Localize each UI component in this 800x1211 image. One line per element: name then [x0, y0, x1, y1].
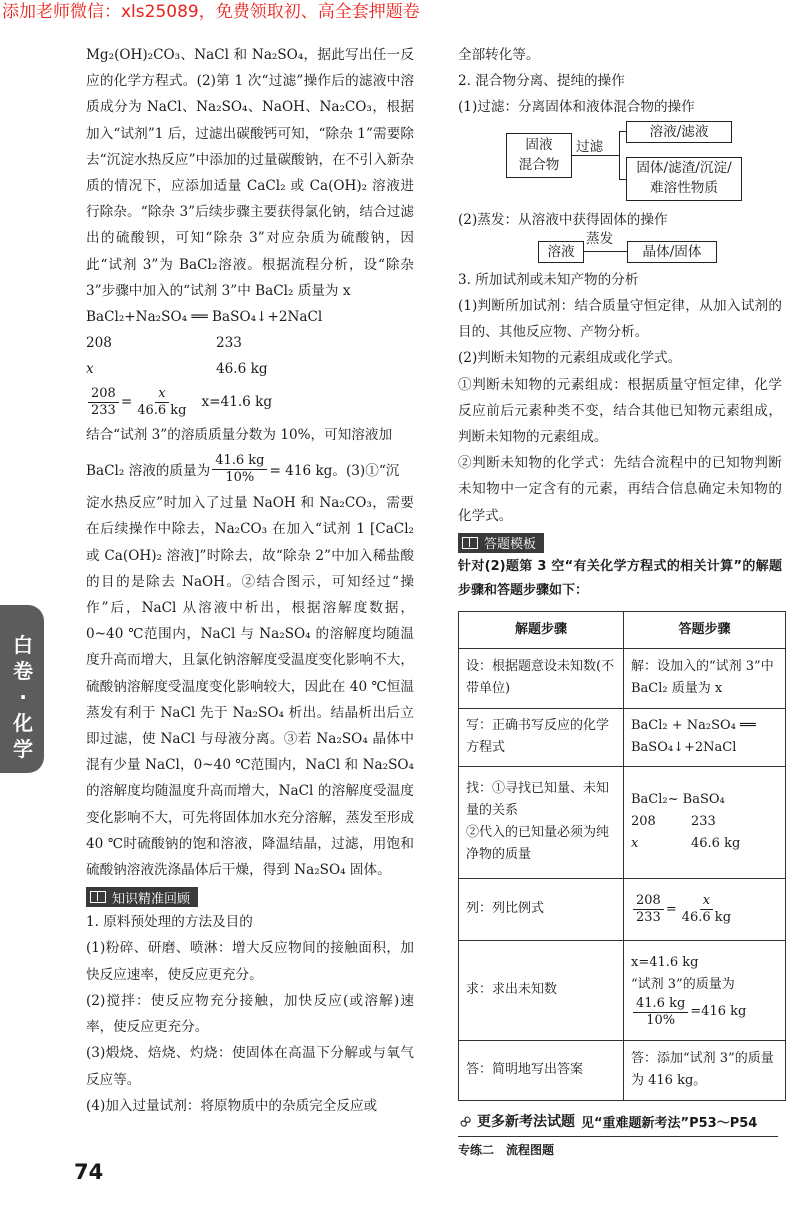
- book-icon: [90, 891, 106, 903]
- table-row: [459, 940, 786, 1040]
- table-cell: 设：根据题意设未知数(不带单位): [459, 648, 624, 708]
- more-questions-link[interactable]: ∞ 更多新考法试题 见“重难题新考法”P53～P54: [452, 1108, 758, 1135]
- template-header: 答题模板: [458, 533, 544, 553]
- flow-source-box: 固液 混合物: [506, 133, 572, 178]
- table-cell: 写：正确书写反应的化学方程式: [459, 708, 624, 766]
- explanation-paragraph-2: 结合“试剂 3”的溶质质量分数为 10%，可知溶液加: [86, 427, 393, 444]
- evap-arrow: [583, 251, 627, 252]
- table-cell: 答：简明地写出答案: [459, 1040, 624, 1100]
- table-cell: 求：求出未知数: [459, 940, 624, 1040]
- template-intro: 针对(2)题第 3 空“有关化学方程式的相关计算”的解题步骤和答题步骤如下：: [458, 558, 782, 598]
- review-item-5: (4)加入过量试剂：将原物质中的杂质完全反应或: [86, 1097, 378, 1114]
- left-column: [86, 42, 414, 1119]
- table-row: [459, 878, 786, 940]
- analysis-3: ①判断未知物的元素组成：根据质量守恒定律，化学反应前后元素种类不变，结合其他已知物元素组成，判断未知物的元素组成。: [458, 376, 782, 446]
- flow-line: [571, 155, 619, 156]
- section-label: 专练二 流程图题: [458, 1136, 778, 1158]
- side-tab-label: 白卷·化学: [13, 633, 33, 761]
- link-icon: ∞: [452, 1108, 479, 1135]
- table-header-answer: 答题步骤: [624, 611, 786, 648]
- table-cell: BaCl₂ + Na₂SO₄ ══ BaSO₄↓+2NaCl: [624, 708, 786, 766]
- table-cell: 答：添加“试剂 3”的质量为 416 kg。: [624, 1040, 786, 1100]
- analysis-2: (2)判断未知物的元素组成或化学式。: [458, 350, 682, 367]
- filtration-diagram: [458, 121, 782, 201]
- proportion-line: $\frac{208}{233}$ = $\frac{x}{46.6 kg}$ x=41.6 kg: [86, 382, 414, 422]
- answer-steps-table: [458, 611, 786, 1101]
- filtration-title: (1)过滤：分离固体和液体混合物的操作: [458, 99, 695, 116]
- evap-op-label: 蒸发: [586, 230, 614, 247]
- table-row: [459, 766, 786, 878]
- explanation-paragraph-3: 淀水热反应”时加入了过量 NaOH 和 Na₂CO₃，需要在后续操作中除去，Na₂CO₃ 在加入“试剂 1 [CaCl₂ 或 Ca(OH)₂ 溶液]”时除去，故“除杂 2”中加入稀盐酸的目的是除去 NaOH。②结合图示，可知经过“操作”后，NaCl 从溶液中析出，根据溶解度数据，0~40 ℃范围内，NaCl 与 Na₂SO₄ 的溶解度均随温度升高而增大，且氯化钠溶解度受温度变化影响不大，硫酸钠溶解度受温度变化影响较大，因此在 40 ℃恒温蒸发有利于 NaCl 先于 Na₂SO₄ 析出。结晶析出后立即过滤，使 NaCl 与母液分离。③若 Na₂SO₄ 晶体中混有少量 NaCl，0~40 ℃范围内，NaCl 和 Na₂SO₄ 的溶解度均随温度升高而增大，NaCl 的溶解度受温度变化影响不大，可先将固体加水充分溶解，蒸发至形成 40 ℃时硫酸钠的饱和溶液，降温结晶，过滤，用饱和硫酸钠溶液洗涤晶体后干燥，得到 Na₂SO₄ 固体。: [86, 495, 414, 879]
- table-row: [459, 708, 786, 766]
- analysis-4: ②判断未知物的化学式：先结合流程中的已知物判断未知物中一定含有的元素，再结合信息确定未知物的化学式。: [458, 455, 782, 524]
- table-cell: BaCl₂~ BaSO₄ 208 233 x 46.6 kg: [624, 766, 786, 878]
- book-icon: [462, 537, 478, 549]
- flow-branch-line: [619, 131, 620, 179]
- evap-source-box: 溶液: [538, 241, 584, 263]
- table-cell: 列：列比例式: [459, 878, 624, 940]
- equation-line: BaCl₂+Na₂SO₄ ══ BaSO₄↓+2NaCl: [86, 309, 323, 326]
- table-row: [459, 1040, 786, 1100]
- review-item-3: (2)搅拌：使反应物充分接触，加快反应(或溶解)速率，使反应更充分。: [86, 992, 414, 1036]
- right-column: [452, 42, 782, 1158]
- table-header-solve: 解题步骤: [459, 611, 624, 648]
- table-cell: x=41.6 kg “试剂 3”的质量为 $\frac{41.6 kg}{10\%}$ =416 kg: [624, 940, 786, 1040]
- table-cell: $\frac{208}{233}$ = $\frac{x}{46.6 kg}$: [624, 878, 786, 940]
- review-item-4: (3)煅烧、焙烧、灼烧：使固体在高温下分解或与氧气反应等。: [86, 1045, 414, 1088]
- evap-output-box: 晶体/固体: [627, 241, 717, 263]
- explanation-paragraph-1: Mg₂(OH)₂CO₃、NaCl 和 Na₂SO₄，据此写出任一反应的化学方程式。(2)第 1 次“过滤”操作后的滤液中溶质成分为 NaCl、Na₂SO₄、NaOH、Na₂CO₃，根据加入“试剂”1 后，过滤出碳酸钙可知，“除杂 1”需要除去“沉淀水热反应”中添加的过量碳酸钠，在不引入新杂质的情况下，应添加适量 CaCl₂ 或 Ca(OH)₂ 溶液进行除杂。“除杂 3”后续步骤主要获得氯化钠，结合过滤出的硫酸钡，可知“除杂 3”对应杂质为硫酸钠，因此“试剂 3”为 BaCl₂溶液。根据流程分析，设“除杂 3”步骤中加入的“试剂 3”中 BaCl₂ 质量为 x: [86, 47, 414, 299]
- review-item-1: 1. 原料预处理的方法及目的: [86, 914, 253, 931]
- table-cell: 找：①寻找已知量、未知量的关系 ②代入的已知量必须为纯净物的质量: [459, 766, 624, 878]
- review-item-2: (1)粉碎、研磨、喷淋：增大反应物间的接触面积，加快反应速率，使反应更充分。: [86, 940, 414, 983]
- section-3-title: 3. 所加试剂或未知产物的分析: [458, 271, 639, 288]
- equation-mass-row: 208 233: [86, 335, 242, 352]
- flow-op-label: 过滤: [576, 138, 604, 155]
- evaporation-title: (2)蒸发：从溶液中获得固体的操作: [458, 211, 668, 228]
- section-2-title: 2. 混合物分离、提纯的操作: [458, 73, 625, 90]
- analysis-1: (1)判断所加试剂：结合质量守恒定律，从加入试剂的目的、其他反应物、产物分析。: [458, 298, 782, 341]
- flow-output-1: 溶液/滤液: [626, 121, 732, 143]
- continued-text: 全部转化等。: [458, 47, 540, 63]
- watermark-text: 添加老师微信：xls25089，免费领取初、高全套押题卷: [2, 2, 420, 22]
- evaporation-diagram: [458, 230, 782, 267]
- page-number: 74: [74, 1160, 104, 1184]
- table-cell: 解：设加入的“试剂 3”中 BaCl₂ 质量为 x: [624, 648, 786, 708]
- flow-output-2: 固体/滤渣/沉淀/ 难溶性物质: [626, 157, 742, 201]
- equation-known-row: x 46.6 kg: [86, 361, 268, 378]
- table-row: [459, 648, 786, 708]
- solution-mass-line: BaCl₂ 溶液的质量为 $\frac{41.6 kg}{10\%}$ = 416 kg。(3)①“沉: [86, 452, 400, 485]
- review-header: 知识精准回顾: [86, 887, 198, 907]
